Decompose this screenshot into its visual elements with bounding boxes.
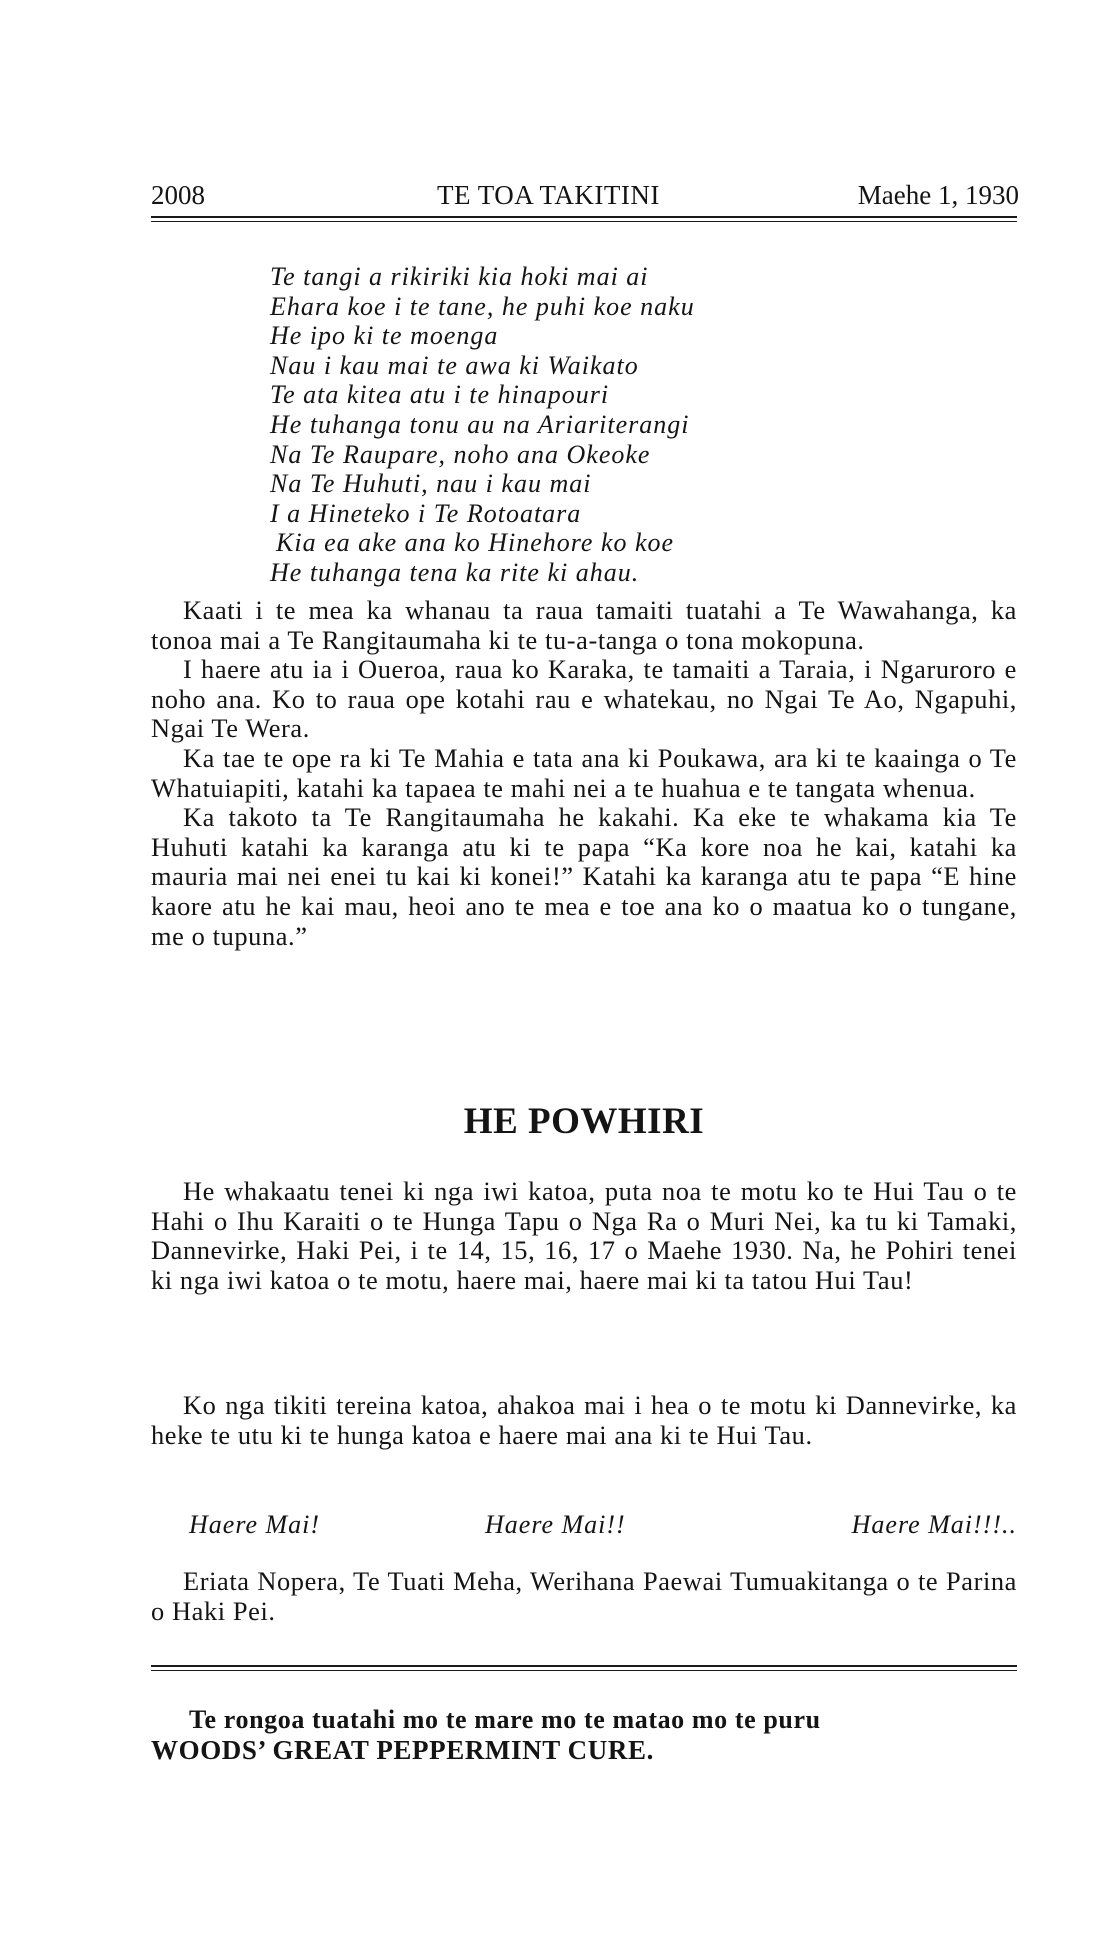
- poem-line: Ehara koe i te tane, he puhi koe naku: [270, 291, 695, 321]
- notice-paragraph: He whakaatu tenei ki nga iwi katoa, puta noa te motu ko te Hui Tau o te Hahi o Ihu Karaiti o te Hunga Tapu o Nga Ra o Muri Nei, ka tu ki Tamaki, Dannevirke, Haki Pei, i te 14, 15, 16, 17 o Maehe 1930. Na, he Pohiri tenei ki nga iwi katoa o te motu, haere mai, haere mai ki ta tatou Hui Tau!: [151, 1176, 1017, 1295]
- poem-line: Na Te Raupare, noho ana Okeoke: [270, 439, 651, 469]
- story-paragraph: Ka tae te ope ra ki Te Mahia e tata ana ki Poukawa, ara ki te kaainga o Te Whatuiapiti, katahi ka tapaea te mahi nei a te huahua e te tangata whenua.: [151, 742, 1017, 803]
- poem-line: Kia ea ake ana ko Hinehore ko koe: [276, 528, 675, 558]
- notice-paragraph: Ko nga tikiti tereina katoa, ahakoa mai i hea o te motu ki Dannevirke, ka heke te utu ki te hunga katoa e haere mai ana ki te Hui Tau.: [151, 1390, 1017, 1450]
- header-rule: [151, 216, 1017, 218]
- header-rule-thin: [151, 221, 1017, 222]
- running-header: [151, 180, 1019, 212]
- poem-line: Te ata kitea atu i te hinapouri: [270, 380, 610, 410]
- poem-verse: [270, 262, 970, 588]
- publication-title: TE TOA TAKITINI: [437, 180, 660, 210]
- poem-line: I a Hineteko i Te Rotoatara: [270, 498, 582, 528]
- welcome-text: Haere Mai!!!..: [851, 1510, 1017, 1539]
- poem-line: Na Te Huhuti, nau i kau mai: [270, 469, 592, 499]
- advert-line: Te rongoa tuatahi mo te mare mo te matao mo te puru: [189, 1705, 821, 1734]
- story-text: [151, 596, 1017, 951]
- welcome-text: Haere Mai!!: [485, 1510, 626, 1539]
- welcome-row: [151, 1510, 1017, 1544]
- story-paragraph: I haere atu ia i Oueroa, raua ko Karaka, te tamaiti a Taraia, i Ngaruroro e noho ana. Ko to raua ope kotahi rau e whatekau, no Ngai Te Ao, Ngapuhi, Ngai Te Wera.: [151, 654, 1017, 744]
- signatories-text: Eriata Nopera, Te Tuati Meha, Werihana Paewai Tumuakitanga o te Parina o Haki Pei.: [151, 1566, 1017, 1626]
- notice-tickets: [151, 1391, 1017, 1450]
- story-paragraph: Kaati i te mea ka whanau ta raua tamaiti tuatahi a Te Wawahanga, ka tonoa mai a Te Rangitaumaha ki te tu-a-tanga o tona mokopuna.: [151, 595, 1017, 655]
- advert-product: WOODS’ GREAT PEPPERMINT CURE.: [151, 1735, 654, 1765]
- welcome-text: Haere Mai!: [189, 1510, 321, 1539]
- poem-line: He ipo ki te moenga: [270, 321, 499, 351]
- notice-announcement: [151, 1177, 1017, 1295]
- poem-line: Te tangi a rikiriki kia hoki mai ai: [270, 262, 649, 291]
- poem-line: He tuhanga tena ka rite ki ahau.: [270, 557, 640, 587]
- story-paragraph: Ka takoto ta Te Rangitaumaha he kakahi. Ka eke te whakama kia Te Huhuti katahi ka karanga atu ki te papa “Ka kore noa he kai, katahi ka mauria mai nei enei tu kai ki konei!” Katahi ka karanga atu te papa “E hine kaore atu he kai mau, heoi ano te mea e toe ana ko o maatua ko o tungane, me o tupuna.”: [151, 802, 1017, 951]
- notice-signatories: [151, 1567, 1017, 1626]
- poem-line: He tuhanga tonu au na Ariariterangi: [270, 409, 690, 439]
- poem-line: Nau i kau mai te awa ki Waikato: [270, 350, 639, 380]
- notice-heading: HE POWHIRI: [463, 1101, 705, 1142]
- issue-date: Maehe 1, 1930: [857, 180, 1019, 210]
- section-rule-thin: [151, 1670, 1017, 1671]
- section-rule: [151, 1665, 1017, 1667]
- advertisement: [151, 1704, 1017, 1766]
- page-number: 2008: [151, 180, 205, 210]
